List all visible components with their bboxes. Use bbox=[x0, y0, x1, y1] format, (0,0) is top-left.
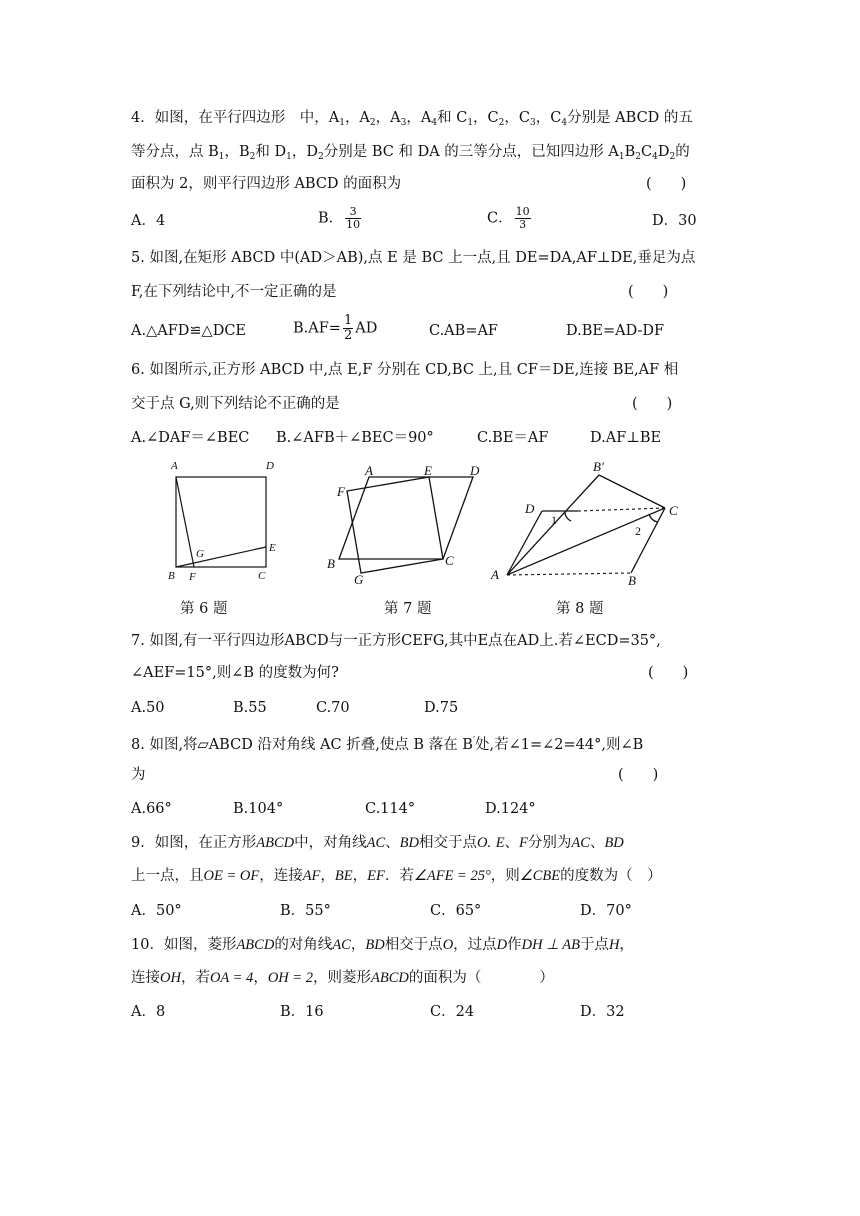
figure-8-caption: 第 8 题 bbox=[556, 601, 604, 617]
q4-option-b: B． $\frac{3}{10}$ bbox=[318, 205, 361, 231]
fig6-label-b: B bbox=[168, 570, 175, 582]
fig8-label-b-prime: B′ bbox=[593, 459, 604, 474]
q6-option-b: B.∠AFB＋∠BEC＝90° bbox=[276, 430, 434, 446]
fig6-label-e: E bbox=[269, 542, 276, 554]
q4-line2: 等分点，点 $B_1$，$B_2$和 $D_1$，$D_2$分别是 BC 和 DA 的三等分点，已知四边形 $A_1B_2C_4D_2$的 bbox=[131, 144, 690, 162]
q7-line2: ∠AEF=15°,则∠B 的度数为何? bbox=[131, 665, 339, 681]
figure-7-diagram bbox=[325, 455, 495, 590]
fig6-line-be bbox=[176, 547, 266, 567]
fig8-diagonal-ac bbox=[507, 508, 665, 575]
fig7-label-e: E bbox=[424, 463, 432, 478]
q8-line2: 为 bbox=[131, 767, 146, 783]
q7-line1: 7. 如图,有一平行四边形ABCD与一正方形CEFG,其中E点在AD上.若∠ECD=35°, bbox=[131, 633, 661, 649]
fig8-label-c: C bbox=[669, 503, 678, 518]
fig8-angle-2-arc bbox=[649, 514, 657, 522]
q4-line1: 4．如图，在平行四边形 中，$A_1$，$A_2$，$A_3$，$A_4$和 $C_1$，$C_2$，$C_3$，$C_4$分别是 ABCD 的五 bbox=[131, 110, 693, 128]
fig8-angle-2-label: 2 bbox=[635, 524, 641, 538]
q4-line3: 面积为 2，则平行四边形 ABCD 的面积为 bbox=[131, 176, 402, 192]
q4-option-b-fraction: $\frac{3}{10}$ bbox=[346, 205, 361, 231]
fig8-label-a: A bbox=[491, 567, 499, 582]
q5-line1: 5. 如图,在矩形 ABCD 中(AD＞AB),点 E 是 BC 上一点,且 DE=DA,AF⊥DE,垂足为点 bbox=[131, 250, 696, 266]
q5-option-c: C.AB=AF bbox=[429, 323, 498, 339]
q10-option-b: B．16 bbox=[280, 1004, 324, 1020]
q9-option-d: D．70° bbox=[580, 903, 632, 919]
q7-answer-paren: ( ) bbox=[648, 665, 689, 681]
q5-option-b-fraction: $\frac{1}{2}$ bbox=[343, 313, 353, 343]
fig8-angle-1-label: 1 bbox=[551, 513, 557, 527]
fig7-label-c: C bbox=[445, 553, 454, 568]
q9-line1: 9．如图，在正方形ABCD中，对角线AC、BD相交于点O. E、F分别为AC、BD bbox=[131, 835, 624, 851]
q5-option-b: B.AF= $\frac{1}{2}$ AD bbox=[293, 313, 378, 343]
q5-answer-paren: ( ) bbox=[628, 284, 669, 300]
fig8-label-d: D bbox=[525, 501, 535, 516]
fig6-square bbox=[176, 477, 266, 567]
q8-answer-paren: ( ) bbox=[618, 767, 659, 783]
figure-6-diagram bbox=[160, 455, 290, 590]
q10-line2: 连接OH，若OA = 4，OH = 2，则菱形ABCD的面积为（ ） bbox=[131, 970, 554, 986]
q6-option-c: C.BE＝AF bbox=[477, 430, 549, 446]
fig6-label-f: F bbox=[189, 571, 196, 583]
q7-option-c: C.70 bbox=[316, 700, 350, 716]
fig7-label-d: D bbox=[470, 463, 480, 478]
q6-line1: 6. 如图所示,正方形 ABCD 中,点 E,F 分别在 CD,BC 上,且 CF＝DE,连接 BE,AF 相 bbox=[131, 362, 679, 378]
fig8-dashed-ab bbox=[507, 573, 631, 575]
q7-option-a: A.50 bbox=[131, 700, 165, 716]
q8-line1: 8. 如图,将▱ABCD 沿对角线 AC 折叠,使点 B 落在 B′处,若∠1=∠2=44°,则∠B bbox=[131, 736, 644, 753]
fig6-label-a: A bbox=[171, 460, 178, 472]
q9-option-b: B．55° bbox=[280, 903, 331, 919]
figure-8-diagram bbox=[485, 455, 695, 590]
fig6-label-c: C bbox=[258, 570, 266, 582]
q5-line2: F,在下列结论中,不一定正确的是 bbox=[131, 284, 337, 300]
q5-option-d: D.BE=AD-DF bbox=[566, 323, 665, 339]
q9-option-c: C．65° bbox=[430, 903, 482, 919]
fig7-label-a: A bbox=[365, 463, 373, 478]
q7-option-d: D.75 bbox=[424, 700, 459, 716]
fig8-line-b-prime-c bbox=[599, 475, 665, 508]
q8-option-b: B.104° bbox=[233, 801, 284, 817]
fig8-line-cb bbox=[631, 508, 665, 573]
q4-option-c-fraction: $\frac{10}{3}$ bbox=[515, 205, 530, 231]
q8-option-d: D.124° bbox=[485, 801, 536, 817]
q4-answer-paren: ( ) bbox=[646, 176, 687, 192]
q6-option-d: D.AF⊥BE bbox=[590, 430, 662, 446]
fig7-label-f: F bbox=[337, 484, 345, 499]
fig8-angle-1-arc bbox=[565, 511, 571, 521]
fig6-label-d: D bbox=[266, 460, 274, 472]
q7-option-b: B.55 bbox=[233, 700, 267, 716]
fig8-label-b: B bbox=[628, 573, 636, 588]
q8-option-c: C.114° bbox=[365, 801, 416, 817]
q8-option-a: A.66° bbox=[131, 801, 172, 817]
figure-6-caption: 第 6 题 bbox=[180, 601, 228, 617]
fig7-label-b: B bbox=[327, 556, 335, 571]
q6-option-a: A.∠DAF＝∠BEC bbox=[131, 430, 250, 446]
q10-line1: 10．如图，菱形ABCD的对角线AC，BD相交于点O，过点D作DH ⊥ AB于点H， bbox=[131, 937, 634, 953]
fig6-line-af bbox=[176, 477, 194, 567]
q10-option-d: D．32 bbox=[580, 1004, 625, 1020]
q4-option-a: A．4 bbox=[131, 213, 166, 229]
fig8-dashed-dc bbox=[578, 508, 665, 511]
q10-option-c: C．24 bbox=[430, 1004, 475, 1020]
q6-line2: 交于点 G,则下列结论不正确的是 bbox=[131, 396, 340, 412]
q4-option-d: D．30 bbox=[652, 213, 697, 229]
q4-option-c: C． $\frac{10}{3}$ bbox=[487, 205, 530, 231]
q6-answer-paren: ( ) bbox=[632, 396, 673, 412]
q9-option-a: A．50° bbox=[131, 903, 182, 919]
q10-option-a: A．8 bbox=[131, 1004, 166, 1020]
q9-line2: 上一点，且OE = OF，连接AF，BE，EF．若∠AFE = 25°，则∠CBE的度数为（ ） bbox=[131, 868, 662, 884]
fig7-label-g: G bbox=[354, 572, 364, 587]
fig6-label-g: G bbox=[196, 548, 204, 560]
figure-7-caption: 第 7 题 bbox=[384, 601, 432, 617]
q5-option-a: A.△AFD≌△DCE bbox=[131, 323, 246, 339]
